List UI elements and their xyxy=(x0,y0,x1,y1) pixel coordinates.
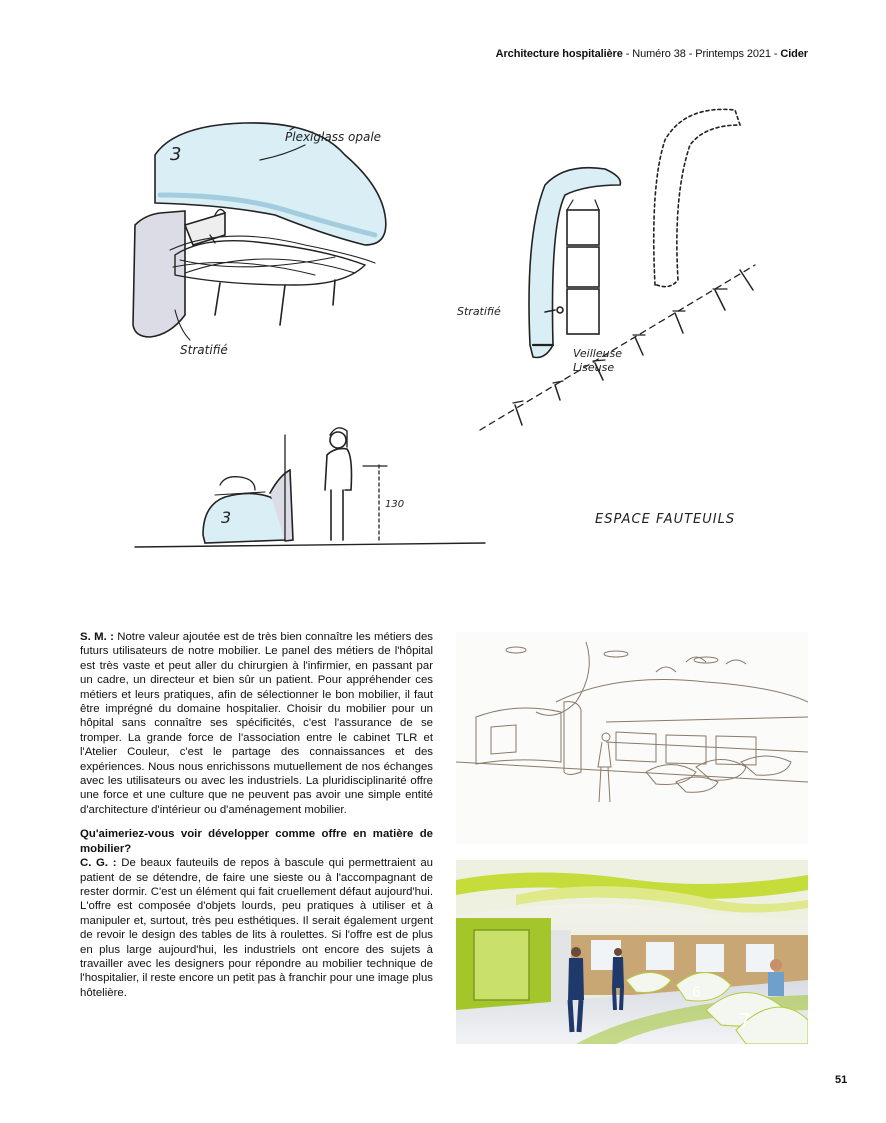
render-chair-number-7: 7 xyxy=(738,1009,751,1033)
speaker-cg: C. G. : xyxy=(80,857,117,870)
paragraph-cg xyxy=(80,856,433,1000)
paragraph-sm xyxy=(80,630,433,817)
running-header xyxy=(496,48,808,60)
interior-line-drawing xyxy=(456,632,808,844)
issue-info: - Numéro 38 - Printemps 2021 - xyxy=(625,48,778,60)
sketch-drawing xyxy=(75,85,815,585)
sketch-number-bottom: 3 xyxy=(221,508,232,527)
interior-render-image xyxy=(456,860,808,1044)
label-liseuse: Liseuse xyxy=(573,361,615,374)
label-stratifie-right: Stratifié xyxy=(457,305,501,318)
paragraph-sm-text: Notre valeur ajoutée est de très bien connaître les métiers des futurs utilisateurs de notre mobilier. Le panel des métiers de l'hôpital est très vaste et peut aller du chirurgien à l'infirmier, en passant par un cadre, un directeur et bien sûr un patient. Pour appréhender ces métiers et leurs pratiques, afin de sélectionner le bon mobilier, il faut être imprégné du domaine hospitalier. Choisir du mobilier pour un hôpital sans connaître ses spécificités, c'est l'assurance de se tromper. La grande force de l'association entre le cabinet TLR et l'Atelier Couleur, c'est le partage des connaissances et des expériences. Nous nous enrichissons mutuellement de nos échanges avec les utilisateurs ou avec les industriels. La pluridisciplinarité offre une force et une culture que ne peuvent pas avoir une simple entité d'architecture d'intérieur ou d'aménagement mobilier. xyxy=(80,631,433,816)
sketch-illustration xyxy=(75,85,815,585)
label-espace-fauteuils: ESPACE FAUTEUILS xyxy=(595,512,736,527)
sketch-number-top: 3 xyxy=(170,144,182,165)
article-body xyxy=(80,630,433,1010)
chair-sketch-plan xyxy=(480,109,755,430)
label-height: 130 xyxy=(385,499,405,510)
speaker-sm: S. M. : xyxy=(80,631,114,643)
interior-sketch-image xyxy=(456,632,808,844)
brand-name: Cider xyxy=(780,48,808,60)
interior-3d-render xyxy=(456,860,808,1044)
paragraph-cg-text: De beaux fauteuils de repos à bascule qui permettraient au patient de se détendre, de faire une sieste ou à l'accompagnant de rester dormir. C'est un élément qui fait cruellement défaut aujourd'hui. L'offre est composée d'objets lourds, peu pratiques à utiliser et à manipuler et, surtout, très peu esthétiques. Il serait également urgent de revoir le design des tables de lits à roulettes. Si l'offre est de plus en plus large aujourd'hui, les industriels ont encore des sujets à travailler avec les designers pour répondre au mobilier technique de l'hospitalier, il reste encore un petit pas à franchir pour une image plus hôtelière. xyxy=(80,857,433,999)
chair-sketch-elevation xyxy=(135,428,485,547)
page-number: 51 xyxy=(835,1074,848,1086)
magazine-title: Architecture hospitalière xyxy=(495,48,623,60)
label-stratifie-left: Stratifié xyxy=(180,343,228,357)
interview-question: Qu'aimeriez-vous voir développer comme offre en matière de mobilier? xyxy=(80,828,433,855)
label-veilleuse: Veilleuse xyxy=(573,347,623,360)
render-chair-number-6: 6 xyxy=(692,985,701,1001)
label-plexiglass: Plexiglass opale xyxy=(285,130,382,144)
